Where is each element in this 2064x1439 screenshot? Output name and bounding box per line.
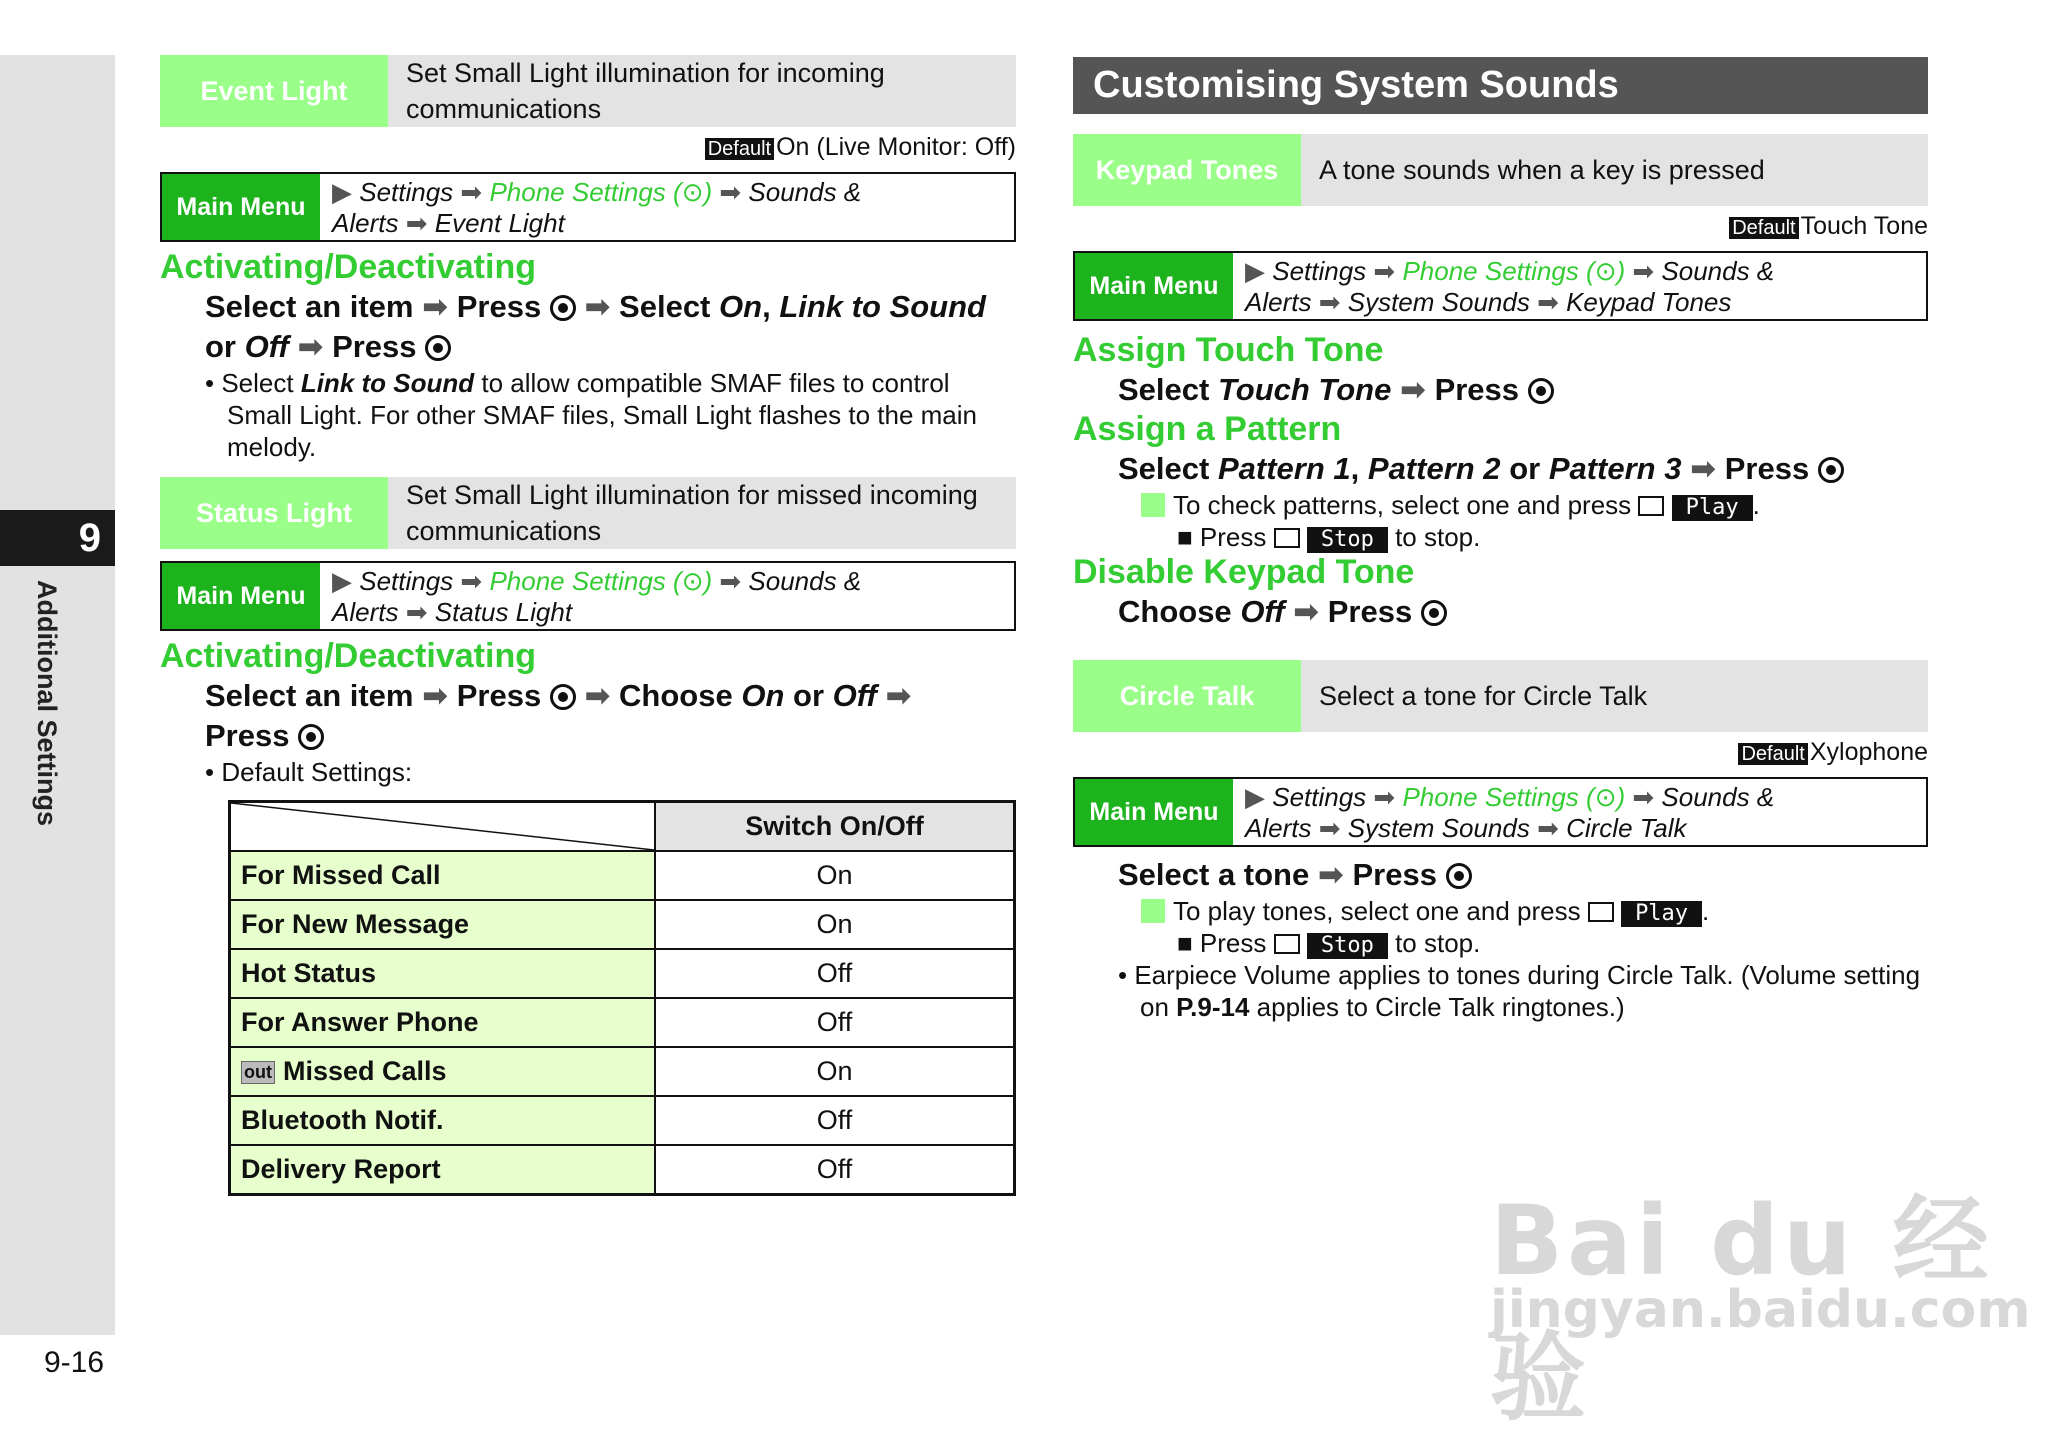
diagonal-header-cell <box>230 802 656 852</box>
note-text: to stop. <box>1395 522 1481 552</box>
play-arrow-icon: ▶ <box>332 566 352 596</box>
step-text: Press <box>456 678 542 713</box>
outgoing-icon: out <box>241 1061 275 1084</box>
note-text: to stop. <box>1395 928 1481 958</box>
section-heading: Assign Touch Tone <box>1073 331 1384 369</box>
page-number: 9-16 <box>44 1346 105 1379</box>
default-tag: Default <box>1738 743 1807 765</box>
path-phone-settings: Phone Settings ( <box>1402 782 1595 812</box>
menu-path-text <box>320 563 873 629</box>
section-heading: Disable Keypad Tone <box>1073 553 1415 591</box>
arrow-icon: ➡ <box>1318 287 1341 317</box>
note-line: To play tones, select one and press Play . <box>1141 895 1928 927</box>
step-option: Pattern 3 <box>1548 451 1682 486</box>
note-line <box>1177 521 1928 553</box>
step-text: Press <box>456 289 542 324</box>
step-text: Select an item <box>205 678 414 713</box>
path-settings: Settings <box>359 566 454 596</box>
step-text: Choose <box>1118 594 1232 629</box>
note-text: Default Settings: <box>221 757 413 787</box>
mail-key-icon <box>1638 496 1664 516</box>
feature-label: Event Light <box>160 55 388 127</box>
path-system-sounds: System Sounds <box>1347 287 1530 317</box>
step-text: Select <box>1118 372 1210 407</box>
chapter-title: Additional Settings <box>32 580 62 826</box>
note-emphasis: Link to Sound <box>300 368 475 398</box>
step-text: Press <box>1352 857 1437 892</box>
default-value: Xylophone <box>1809 738 1928 766</box>
path-alerts: Alerts <box>332 597 399 627</box>
arrow-icon: ➡ <box>422 678 449 713</box>
note-text: Select <box>221 368 294 398</box>
arrow-icon: ➡ <box>1537 287 1559 317</box>
nav-key-icon: ⊙) <box>681 177 713 207</box>
path-target: Status Light <box>434 597 573 627</box>
path-target: Circle Talk <box>1566 813 1687 843</box>
arrow-icon: ➡ <box>1373 256 1396 286</box>
play-key: Play <box>1621 901 1702 927</box>
step-text: Select <box>619 289 711 324</box>
path-target: Keypad Tones <box>1566 287 1732 317</box>
feature-description: Set Small Light illumination for missed incoming communications <box>388 477 1016 549</box>
table-row <box>230 1047 1015 1096</box>
main-menu-path <box>1073 251 1928 321</box>
row-value: On <box>655 1047 1015 1096</box>
row-label-cell <box>230 1047 656 1096</box>
feature-description: Set Small Light illumination for incoming communications <box>388 55 1016 127</box>
feature-description: A tone sounds when a key is pressed <box>1301 134 1928 206</box>
note-square-icon <box>1141 493 1165 517</box>
note-text: To play tones, select one and press <box>1173 896 1581 926</box>
note-text: to allow compatible SMAF files to control Small Light. For other SMAF files, Small Light flashes to the main melody. <box>227 368 977 462</box>
center-key-icon <box>1446 863 1472 889</box>
center-key-icon <box>425 335 451 361</box>
play-arrow-icon: ▶ <box>1245 256 1265 286</box>
step-instruction <box>205 676 1016 756</box>
row-label: For Answer Phone <box>230 998 656 1047</box>
menu-path-text <box>1233 779 1786 845</box>
nav-key-icon: ⊙) <box>1594 256 1626 286</box>
arrow-icon: ➡ <box>1632 782 1655 812</box>
path-settings: Settings <box>359 177 454 207</box>
column-header: Switch On/Off <box>655 802 1015 852</box>
row-label: Missed Calls <box>282 1056 447 1086</box>
row-value: Off <box>655 1145 1015 1195</box>
row-label: Bluetooth Notif. <box>230 1096 656 1145</box>
menu-path-text <box>1233 253 1786 319</box>
center-key-icon <box>298 724 324 750</box>
arrow-icon: ➡ <box>719 566 742 596</box>
diagonal-line <box>231 803 654 850</box>
path-sounds: Sounds & <box>1661 782 1775 812</box>
note-line: To check patterns, select one and press Play . <box>1141 489 1928 521</box>
note-text: Earpiece Volume applies to tones during Circle Talk. (Volume setting on <box>1134 960 1921 1022</box>
step-option: Pattern 2 <box>1367 451 1501 486</box>
path-phone-settings: Phone Settings ( <box>489 566 682 596</box>
step-instruction <box>1118 449 1928 489</box>
step-text: Press <box>1327 594 1413 629</box>
arrow-icon: ➡ <box>1399 372 1426 407</box>
row-label: For New Message <box>230 900 656 949</box>
row-value: Off <box>655 998 1015 1047</box>
step-text: , <box>1350 451 1360 486</box>
play-arrow-icon: ▶ <box>332 177 352 207</box>
step-option: Off <box>1240 594 1285 629</box>
main-menu-label: Main Menu <box>162 563 320 629</box>
step-text: Select a tone <box>1118 857 1310 892</box>
path-phone-settings: Phone Settings ( <box>1402 256 1595 286</box>
table-row <box>230 1096 1015 1145</box>
step-option: Link to Sound <box>779 289 986 324</box>
feature-label: Status Light <box>160 477 388 549</box>
section-title: Customising System Sounds <box>1073 57 1928 114</box>
path-target: Event Light <box>434 208 565 238</box>
path-settings: Settings <box>1272 782 1367 812</box>
arrow-icon: ➡ <box>719 177 742 207</box>
default-setting <box>160 133 1016 162</box>
note-text: ■ Press <box>1177 928 1267 958</box>
table-row <box>230 998 1015 1047</box>
arrow-icon: ➡ <box>1690 451 1717 486</box>
status-light-feature <box>160 477 1016 549</box>
arrow-icon: ➡ <box>885 678 912 713</box>
main-menu-label: Main Menu <box>1075 779 1233 845</box>
step-instruction <box>1118 855 1928 895</box>
step-text: or <box>1509 451 1541 486</box>
path-sounds: Sounds & <box>1661 256 1775 286</box>
menu-path-text <box>320 174 873 240</box>
row-label: Delivery Report <box>230 1145 656 1195</box>
nav-key-icon: ⊙) <box>1594 782 1626 812</box>
feature-label: Keypad Tones <box>1073 134 1301 206</box>
note-text: To check patterns, select one and press <box>1173 490 1632 520</box>
row-value: Off <box>655 949 1015 998</box>
note-bullet: • Select Link to Sound to allow compatible SMAF files to control Small Light. For other SMAF files, Small Light flashes to the main melody. <box>205 368 977 462</box>
step-option: Pattern 1 <box>1217 451 1351 486</box>
table-header-row <box>230 802 1015 852</box>
step-option: Touch Tone <box>1217 372 1392 407</box>
mail-key-icon <box>1588 902 1614 922</box>
center-key-icon <box>1528 378 1554 404</box>
note-text: ■ Press <box>1177 522 1267 552</box>
row-label: Hot Status <box>230 949 656 998</box>
step-text: Press <box>1724 451 1810 486</box>
arrow-icon: ➡ <box>584 289 611 324</box>
arrow-icon: ➡ <box>1537 813 1559 843</box>
section-heading: Assign a Pattern <box>1073 410 1342 448</box>
default-tag: Default <box>1729 217 1798 239</box>
table-row <box>230 851 1015 900</box>
step-option: Off <box>832 678 877 713</box>
section-heading: Activating/Deactivating <box>160 637 536 675</box>
table-row <box>230 949 1015 998</box>
right-column <box>1073 57 1928 1023</box>
default-setting <box>1073 738 1928 767</box>
center-key-icon <box>1818 457 1844 483</box>
center-key-icon <box>550 295 576 321</box>
step-option: On <box>741 678 785 713</box>
feature-description: Select a tone for Circle Talk <box>1301 660 1928 732</box>
path-alerts: Alerts <box>1245 813 1312 843</box>
main-menu-path <box>160 172 1016 242</box>
arrow-icon: ➡ <box>297 329 324 364</box>
center-key-icon <box>1421 600 1447 626</box>
watermark-logo: Bai du 经验 <box>1490 1185 1993 1434</box>
step-text: Press <box>1434 372 1520 407</box>
row-label: For Missed Call <box>230 851 656 900</box>
table-row <box>230 900 1015 949</box>
stop-key: Stop <box>1307 933 1388 959</box>
default-value: On (Live Monitor: Off) <box>776 133 1016 161</box>
center-key-icon <box>550 684 576 710</box>
path-system-sounds: System Sounds <box>1347 813 1530 843</box>
arrow-icon: ➡ <box>460 566 483 596</box>
nav-key-icon: ⊙) <box>681 566 713 596</box>
note-square-icon <box>1141 899 1165 923</box>
row-value: On <box>655 851 1015 900</box>
chapter-number: 9 <box>0 510 115 566</box>
path-sounds: Sounds & <box>748 566 862 596</box>
path-alerts: Alerts <box>332 208 399 238</box>
arrow-icon: ➡ <box>460 177 483 207</box>
step-instruction <box>1118 370 1928 410</box>
step-text: Select <box>1118 451 1210 486</box>
section-heading: Activating/Deactivating <box>160 248 536 286</box>
step-text: Choose <box>619 678 733 713</box>
default-settings-table <box>228 800 1016 1196</box>
keypad-tones-feature <box>1073 134 1928 206</box>
arrow-icon: ➡ <box>1293 594 1320 629</box>
left-column <box>160 55 1016 1196</box>
page-reference: P.9-14 <box>1176 992 1250 1022</box>
main-menu-label: Main Menu <box>1075 253 1233 319</box>
stop-key: Stop <box>1307 527 1388 553</box>
mail-key-icon <box>1274 528 1300 548</box>
watermark-url: jingyan.baidu.com <box>1490 1280 2031 1340</box>
step-text: Press <box>332 329 417 364</box>
default-tag: Default <box>705 138 774 160</box>
arrow-icon: ➡ <box>1632 256 1655 286</box>
arrow-icon: ➡ <box>1373 782 1396 812</box>
main-menu-path <box>1073 777 1928 847</box>
main-menu-path <box>160 561 1016 631</box>
arrow-icon: ➡ <box>422 289 449 324</box>
note-text: applies to Circle Talk ringtones.) <box>1256 992 1625 1022</box>
path-phone-settings: Phone Settings ( <box>489 177 682 207</box>
step-text: Press <box>205 718 290 753</box>
path-alerts: Alerts <box>1245 287 1312 317</box>
play-key: Play <box>1672 495 1753 521</box>
step-text: Select an item <box>205 289 414 324</box>
step-text: or <box>793 678 825 713</box>
note-line <box>1177 927 1928 959</box>
circle-talk-feature <box>1073 660 1928 732</box>
arrow-icon: ➡ <box>1318 813 1341 843</box>
event-light-feature <box>160 55 1016 127</box>
note-bullet: • Default Settings: <box>205 757 413 787</box>
note-bullet: • Earpiece Volume applies to tones during Circle Talk. (Volume setting on P.9-14 applies to Circle Talk ringtones.) <box>1118 960 1921 1022</box>
default-value: Touch Tone <box>1800 212 1928 240</box>
feature-label: Circle Talk <box>1073 660 1301 732</box>
default-setting <box>1073 212 1928 241</box>
step-instruction: Select an item ➡ Press ➡ Select On, Link to Sound or Off ➡ Press <box>205 289 986 364</box>
mail-key-icon <box>1274 934 1300 954</box>
table-row <box>230 1145 1015 1195</box>
step-text: or <box>205 329 236 364</box>
path-sounds: Sounds & <box>748 177 862 207</box>
main-menu-label: Main Menu <box>162 174 320 240</box>
path-settings: Settings <box>1272 256 1367 286</box>
arrow-icon: ➡ <box>584 678 611 713</box>
arrow-icon: ➡ <box>405 208 428 238</box>
arrow-icon: ➡ <box>405 597 428 627</box>
step-option: On <box>719 289 763 324</box>
step-option: Off <box>244 329 289 364</box>
row-value: On <box>655 900 1015 949</box>
step-instruction <box>1118 592 1928 632</box>
row-value: Off <box>655 1096 1015 1145</box>
arrow-icon: ➡ <box>1317 857 1344 892</box>
play-arrow-icon: ▶ <box>1245 782 1265 812</box>
